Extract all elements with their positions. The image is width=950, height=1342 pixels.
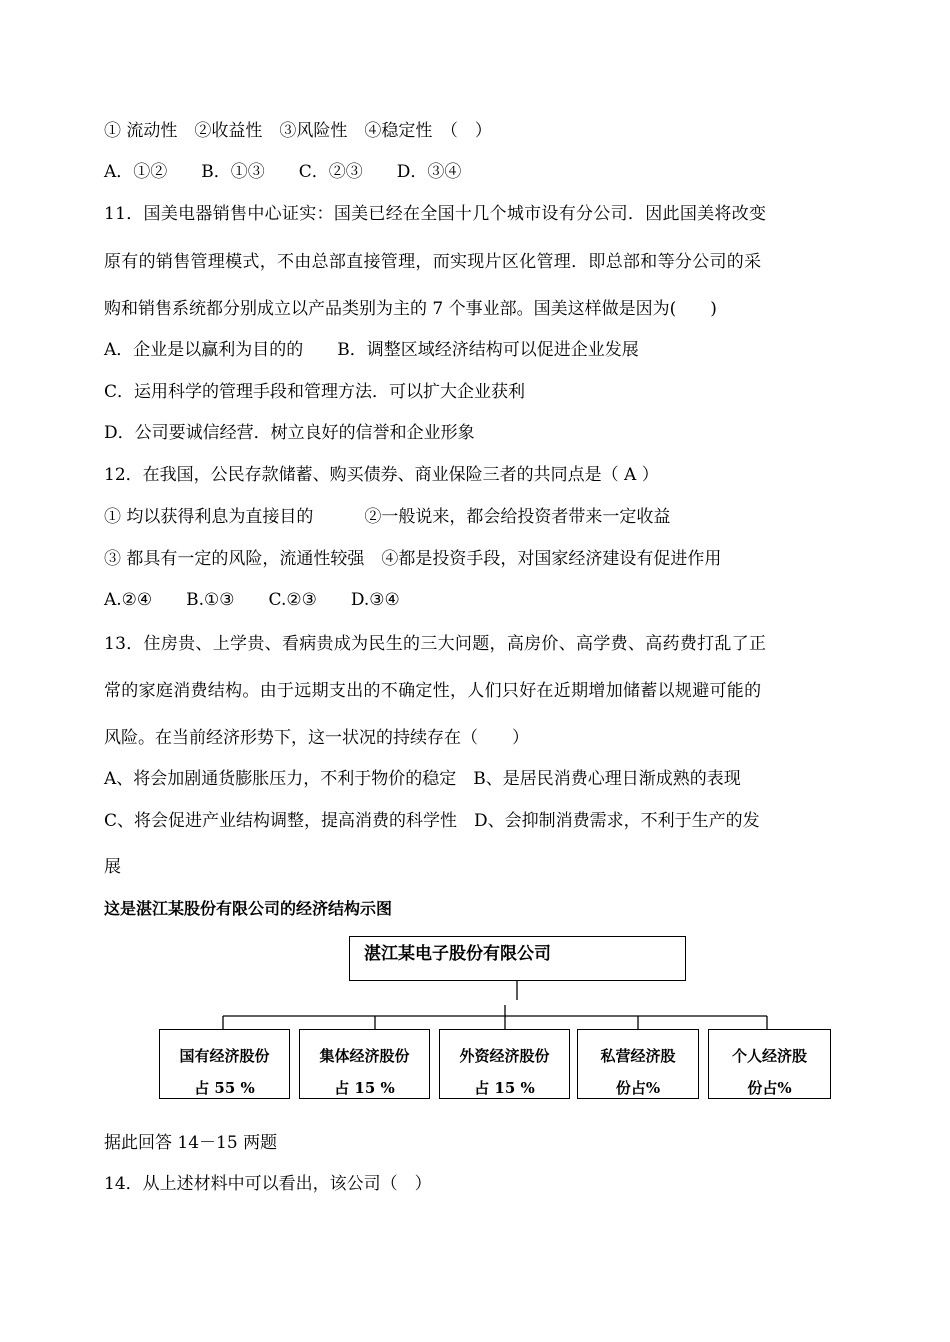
collective-share-box	[299, 1029, 430, 1099]
question-11-choice-c: C．运用科学的管理手段和管理方法．可以扩大企业获利	[104, 382, 526, 402]
text-line-answer-choices: A．①② B．①③ C．②③ D．③④	[104, 162, 462, 182]
question-14-stem: 14．从上述材料中可以看出，该公司（ ）	[104, 1174, 432, 1194]
question-12-stem: 12．在我国，公民存款储蓄、购买债券、商业保险三者的共同点是（ A ）	[104, 465, 659, 485]
question-11-line-1: 11．国美电器销售中心证实：国美已经在全国十几个城市设有分公司．因此国美将改变	[104, 204, 767, 224]
question-13-choice-ab: A、将会加剧通货膨胀压力，不利于物价的稳定 B、是居民消费心理日渐成熟的表现	[104, 769, 741, 789]
state-owned-share-percent: 占 55 %	[194, 1079, 255, 1097]
question-13-line-3: 风险。在当前经济形势下，这一状况的持续存在（ ）	[104, 728, 529, 748]
state-owned-share-box	[159, 1029, 290, 1099]
collective-share-label: 集体经济股份	[319, 1047, 410, 1065]
question-12-options-1-2: ① 均以获得利息为直接目的 ②一般说来，都会给投资者带来一定收益	[104, 507, 671, 527]
private-share-percent: 份占%	[615, 1079, 661, 1097]
private-share-label: 私营经济股	[600, 1047, 676, 1065]
state-owned-share-label: 国有经济股份	[179, 1047, 270, 1065]
individual-share-percent: 份占%	[747, 1079, 792, 1097]
question-13-line-2: 常的家庭消费结构。由于远期支出的不确定性，人们只好在近期增加储蓄以规避可能的	[104, 681, 762, 701]
question-13-choice-cd-continued: 展	[104, 857, 121, 877]
individual-share-box	[708, 1029, 831, 1099]
question-13-line-1: 13．住房贵、上学贵、看病贵成为民生的三大问题，高房价、高学费、高药费打乱了正	[104, 634, 767, 654]
answer-instruction: 据此回答 14－15 两题	[104, 1133, 278, 1153]
diagram-heading: 这是湛江某股份有限公司的经济结构示图	[104, 899, 393, 918]
foreign-share-label: 外资经济股份	[459, 1047, 550, 1065]
company-box: 湛江某电子股份有限公司	[349, 936, 686, 981]
private-share-box	[577, 1029, 699, 1099]
foreign-share-box	[439, 1029, 570, 1099]
question-11-line-3: 购和销售系统都分别成立以产品类别为主的 7 个事业部。国美这样做是因为( )	[104, 299, 717, 319]
individual-share-label: 个人经济股	[731, 1047, 807, 1065]
collective-share-percent: 占 15 %	[334, 1079, 395, 1097]
question-12-options-3-4: ③ 都具有一定的风险，流通性较强 ④都是投资手段，对国家经济建设有促进作用	[104, 549, 722, 569]
text-line-options-list: ① 流动性 ②收益性 ③风险性 ④稳定性 （ ）	[104, 121, 492, 141]
foreign-share-percent: 占 15 %	[474, 1079, 535, 1097]
question-11-choice-d: D．公司要诚信经营．树立良好的信誉和企业形象	[104, 423, 475, 443]
question-13-choice-cd: C、将会促进产业结构调整，提高消费的科学性 D、会抑制消费需求，不利于生产的发	[104, 811, 760, 831]
question-12-choices: A.②④ B.①③ C.②③ D.③④	[104, 590, 400, 610]
question-11-line-2: 原有的销售管理模式，不由总部直接管理，而实现片区化管理．即总部和等分公司的采	[104, 252, 762, 272]
question-11-choice-ab: A．企业是以赢利为目的的 B．调整区域经济结构可以促进企业发展	[104, 340, 639, 360]
